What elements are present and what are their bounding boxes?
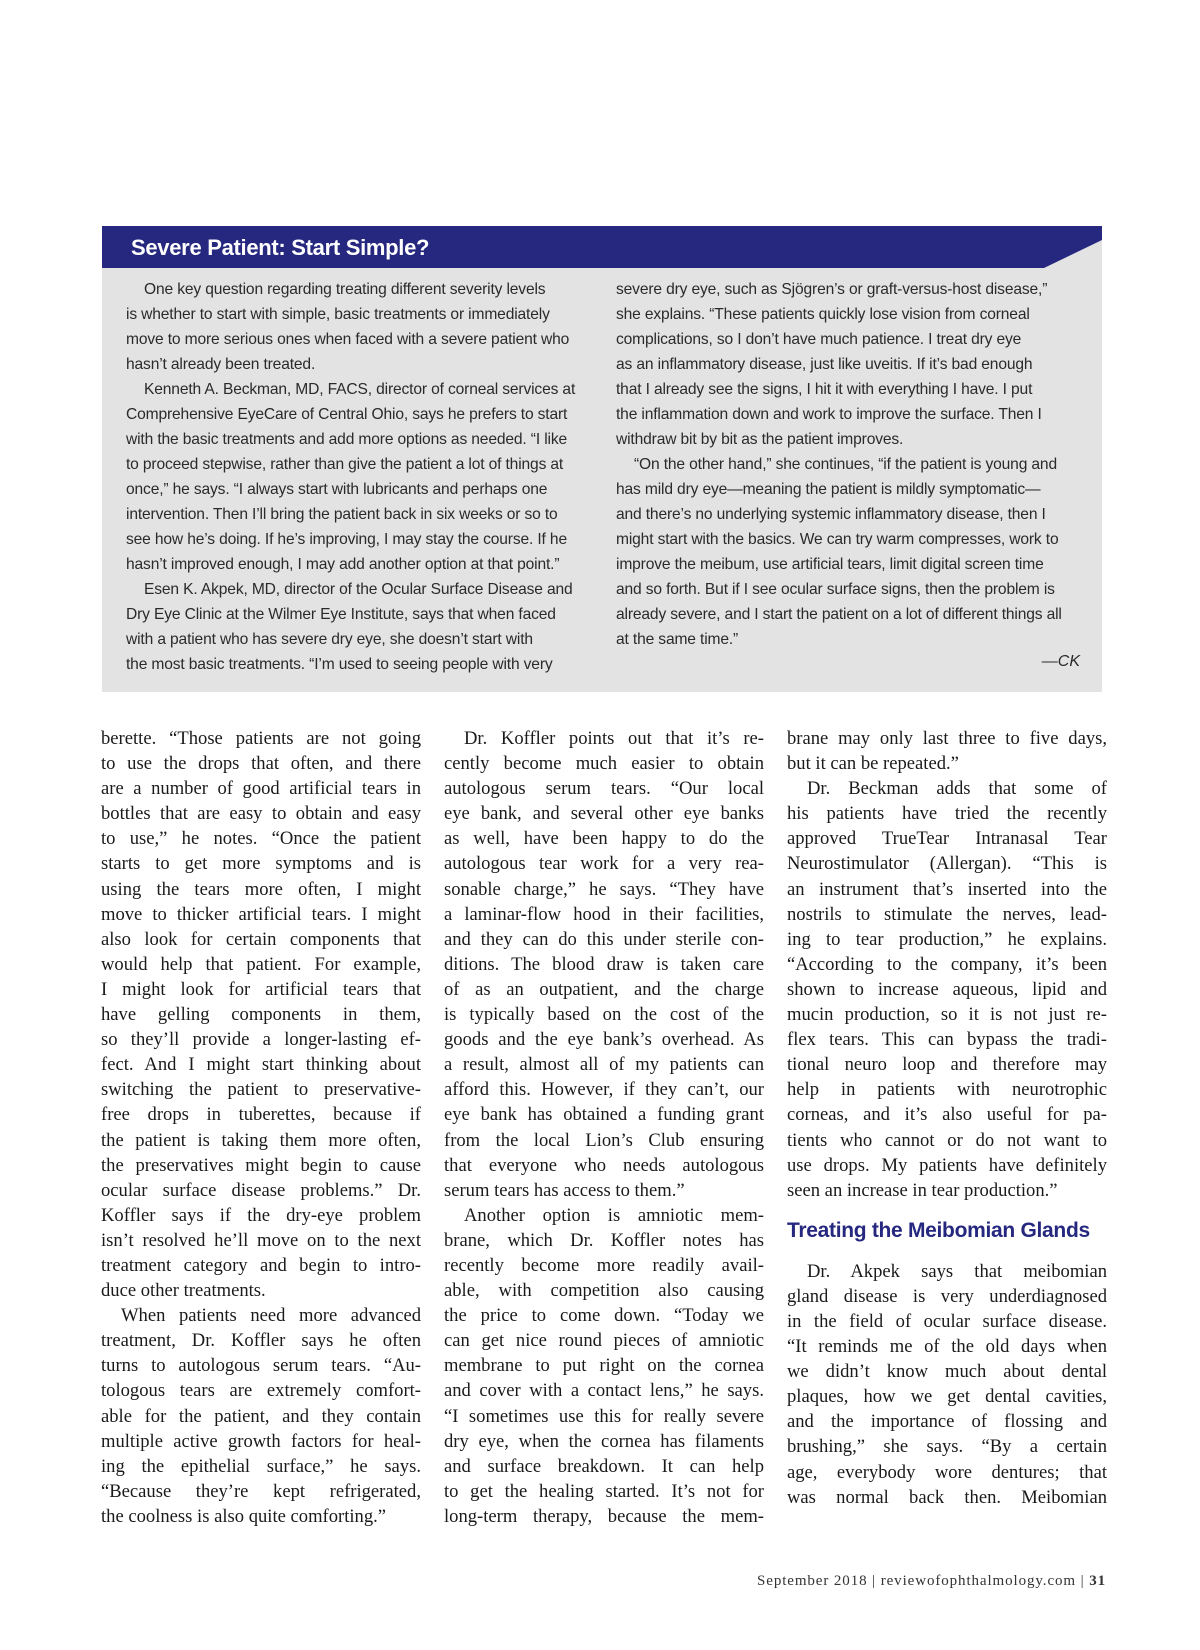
body-line: Dr. Akpek says that meibomian [807,1260,1107,1282]
body-line: cently become much easier to obtain [444,753,764,775]
body-line: age, everybody wore dentures; that [787,1461,1107,1483]
body-line: also look for certain components that [101,928,421,950]
body-line: able for the patient, and they contain [101,1405,421,1427]
body-line: his patients have tried the recently [787,803,1107,825]
body-line: Koffler says if the dry-eye problem [101,1204,421,1226]
sidebar-line: see how he’s doing. If he’s improving, I may stay the course. If he [126,531,567,548]
body-line: Dr. Beckman adds that some of [807,778,1107,800]
body-line: gland disease is very underdiagnosed [787,1285,1107,1307]
sidebar-line: as an inflammatory disease, just like uveitis. If it’s bad enough [616,356,1033,373]
body-line: so they’ll provide a longer-lasting ef- [101,1029,421,1051]
body-line: but it can be repeated.” [787,753,959,775]
body-line: to use,” he notes. “Once the patient [101,828,421,850]
body-line: treatment category and begin to intro- [101,1254,421,1276]
sidebar-column-2 [616,277,1084,652]
sidebar-line: intervention. Then I’ll bring the patient back in six weeks or so to [126,506,558,523]
body-line: corneas, and it’s also useful for pa- [787,1104,1107,1126]
body-line: mucin production, so it is not just re- [787,1004,1107,1026]
sidebar-line: with a patient who has severe dry eye, she doesn’t start with [126,631,533,648]
sidebar-line: might start with the basics. We can try warm compresses, work to [616,531,1059,548]
sidebar-line: “On the other hand,” she continues, “if the patient is young and [634,456,1057,473]
body-line: Another option is amniotic mem- [464,1204,764,1226]
sidebar-line: and so forth. But if I see ocular surface signs, then the problem is [616,581,1055,598]
sidebar-line: that I already see the signs, I hit it with everything I have. I put [616,381,1033,398]
body-line: and cover with a contact lens,” he says. [444,1380,764,1402]
body-line: bottles that are easy to obtain and easy [101,803,421,825]
sidebar-line: already severe, and I start the patient on a lot of different things all [616,606,1062,623]
body-line: ocular surface disease problems.” Dr. [101,1179,421,1201]
body-line: ditions. The blood draw is taken care [444,953,764,975]
body-line: multiple active growth factors for heal- [101,1430,421,1452]
body-line: ing to tear production,” he explains. [787,928,1107,950]
footer-separator: | [872,1573,877,1589]
body-line: isn’t resolved he’ll move on to the next [101,1229,421,1251]
body-line: Neurostimulator (Allergan). “This is [787,853,1107,875]
sidebar-column-1 [126,277,596,677]
body-line: we didn’t know much about dental [787,1361,1107,1383]
body-line: seen an increase in tear production.” [787,1179,1058,1201]
body-line: able, with competition also causing [444,1280,764,1302]
body-line: serum tears has access to them.” [444,1179,685,1201]
sidebar-line: once,” he says. “I always start with lubricants and perhaps one [126,481,548,498]
body-line: tional neuro loop and therefore may [787,1054,1107,1076]
body-line: and the importance of flossing and [787,1411,1107,1433]
body-line: and they can do this under sterile con- [444,928,764,950]
body-line: sonable charge,” he says. “They have [444,878,764,900]
body-line: move to thicker artificial tears. I might [101,903,421,925]
body-line: a result, almost all of my patients can [444,1054,764,1076]
article-column-3 [787,726,1107,1510]
body-line: use drops. My patients have definitely [787,1154,1107,1176]
body-line: duce other treatments. [101,1280,266,1302]
body-line: the preservatives might begin to cause [101,1154,421,1176]
body-line: brane may only last three to five days, [787,728,1107,749]
body-line: nostrils to stimulate the nerves, lead- [787,903,1107,925]
body-line: using the tears more often, I might [101,878,421,900]
sidebar-line: improve the meibum, use artificial tears, limit digital screen time [616,556,1044,573]
sidebar-line: the inflammation down and work to improve the surface. Then I [616,406,1042,423]
body-line: berette. “Those patients are not going [101,728,421,749]
body-line: approved TrueTear Intranasal Tear [787,828,1107,850]
page-number: 31 [1089,1573,1106,1589]
body-line: that everyone who needs autologous [444,1154,764,1176]
body-line: membrane to put right on the cornea [444,1355,764,1377]
body-line: turns to autologous serum tears. “Au- [101,1355,421,1377]
sidebar-line: Dry Eye Clinic at the Wilmer Eye Institute, says that when faced [126,606,556,623]
body-line: the patient is taking them more often, [101,1129,421,1151]
body-line: recently become more readily avail- [444,1254,764,1276]
body-line: autologous serum tears. “Our local [444,778,764,800]
sidebar-line: withdraw bit by bit as the patient improves. [616,431,904,448]
sidebar-line: Esen K. Akpek, MD, director of the Ocular Surface Disease and [144,581,573,598]
body-line: “I sometimes use this for really severe [444,1405,764,1427]
sidebar-line: hasn’t improved enough, I may add another option at that point.” [126,556,560,573]
page-footer [640,1573,1106,1590]
body-line: When patients need more advanced [121,1305,421,1327]
body-line: brushing,” she says. “By a certain [787,1436,1107,1458]
body-line: long-term therapy, because the mem- [444,1505,764,1527]
sidebar-line: with the basic treatments and add more options as needed. “I like [126,431,567,448]
body-line: in the field of ocular surface disease. [787,1310,1107,1332]
sidebar-title: Severe Patient: Start Simple? [131,235,430,260]
sidebar-signoff: —CK [1041,653,1080,670]
article-column-1 [101,726,421,1529]
sidebar-line: severe dry eye, such as Sjögren’s or graft-versus-host disease,” [616,281,1048,298]
footer-site: reviewofophthalmology.com [880,1573,1076,1589]
sidebar-line: at the same time.” [616,631,739,648]
body-line: tologous tears are extremely comfort- [101,1380,421,1402]
body-line: are a number of good artificial tears in [101,778,421,800]
body-line: goods and the eye bank’s overhead. As [444,1029,764,1051]
sidebar-line: hasn’t already been treated. [126,356,316,373]
sidebar-line: and there’s no underlying systemic inflammatory disease, then I [616,506,1046,523]
footer-date: September 2018 [757,1573,868,1589]
body-line: was normal back then. Meibomian [787,1486,1107,1508]
sidebar-line: Comprehensive EyeCare of Central Ohio, says he prefers to start [126,406,568,423]
body-line: is typically based on the cost of the [444,1004,764,1026]
body-line: the price to come down. “Today we [444,1305,764,1327]
section-subhead: Treating the Meibomian Glands [787,1218,1090,1242]
body-line: flex tears. This can bypass the tradi- [787,1029,1107,1051]
body-line: and surface breakdown. It can help [444,1455,764,1477]
body-line: treatment, Dr. Koffler says he often [101,1330,421,1352]
body-line: of as an outpatient, and the charge [444,978,764,1000]
body-line: fect. And I might start thinking about [101,1054,421,1076]
body-line: tients who cannot or do not want to [787,1129,1107,1151]
sidebar-line: Kenneth A. Beckman, MD, FACS, director of corneal services at [144,381,576,398]
sidebar-line: the most basic treatments. “I’m used to seeing people with very [126,656,553,673]
footer-separator: | [1080,1573,1085,1589]
body-line: “Because they’re kept refrigerated, [101,1480,421,1502]
body-line: “It reminds me of the old days when [787,1336,1107,1358]
body-line: Dr. Koffler points out that it’s re- [464,728,764,749]
sidebar-line: she explains. “These patients quickly lose vision from corneal [616,306,1030,323]
sidebar-line: is whether to start with simple, basic treatments or immediately [126,306,550,323]
sidebar-line: move to more serious ones when faced with a severe patient who [126,331,570,348]
body-line: starts to get more symptoms and is [101,853,421,875]
body-line: an instrument that’s inserted into the [787,878,1107,900]
body-line: from the local Lion’s Club ensuring [444,1129,764,1151]
body-line: have gelling components in them, [101,1004,421,1026]
body-line: I might look for artificial tears that [101,978,421,1000]
sidebar-header-notch [1044,226,1102,282]
body-line: free drops in tuberettes, because if [101,1104,421,1126]
sidebar-line: to proceed stepwise, rather than give the patient a lot of things at [126,456,564,473]
body-line: can get nice round pieces of amniotic [444,1330,764,1352]
body-line: as well, have been happy to do the [444,828,764,850]
body-line: afford this. However, if they can’t, our [444,1079,764,1101]
sidebar-line: complications, so I don’t have much patience. I treat dry eye [616,331,1022,348]
body-line: help in patients with neurotrophic [787,1079,1107,1101]
body-line: dry eye, when the cornea has filaments [444,1430,764,1452]
body-line: to use the drops that often, and there [101,753,421,775]
article-column-2 [444,726,764,1529]
body-line: plaques, how we get dental cavities, [787,1386,1107,1408]
body-line: a laminar-flow hood in their facilities, [444,903,764,925]
body-line: autologous tear work for a very rea- [444,853,764,875]
sidebar-line: has mild dry eye—meaning the patient is mildly symptomatic— [616,481,1041,498]
body-line: “According to the company, it’s been [787,953,1107,975]
body-line: the coolness is also quite comforting.” [101,1505,387,1527]
body-line: ing the epithelial surface,” he says. [101,1455,421,1477]
body-line: to get the healing started. It’s not for [444,1480,764,1502]
sidebar-line: One key question regarding treating different severity levels [144,281,546,298]
body-line: eye bank has obtained a funding grant [444,1104,764,1126]
body-line: would help that patient. For example, [101,953,421,975]
body-line: shown to increase aqueous, lipid and [787,978,1107,1000]
body-line: switching the patient to preservative- [101,1079,421,1101]
body-line: brane, which Dr. Koffler notes has [444,1229,764,1251]
body-line: eye bank, and several other eye banks [444,803,764,825]
